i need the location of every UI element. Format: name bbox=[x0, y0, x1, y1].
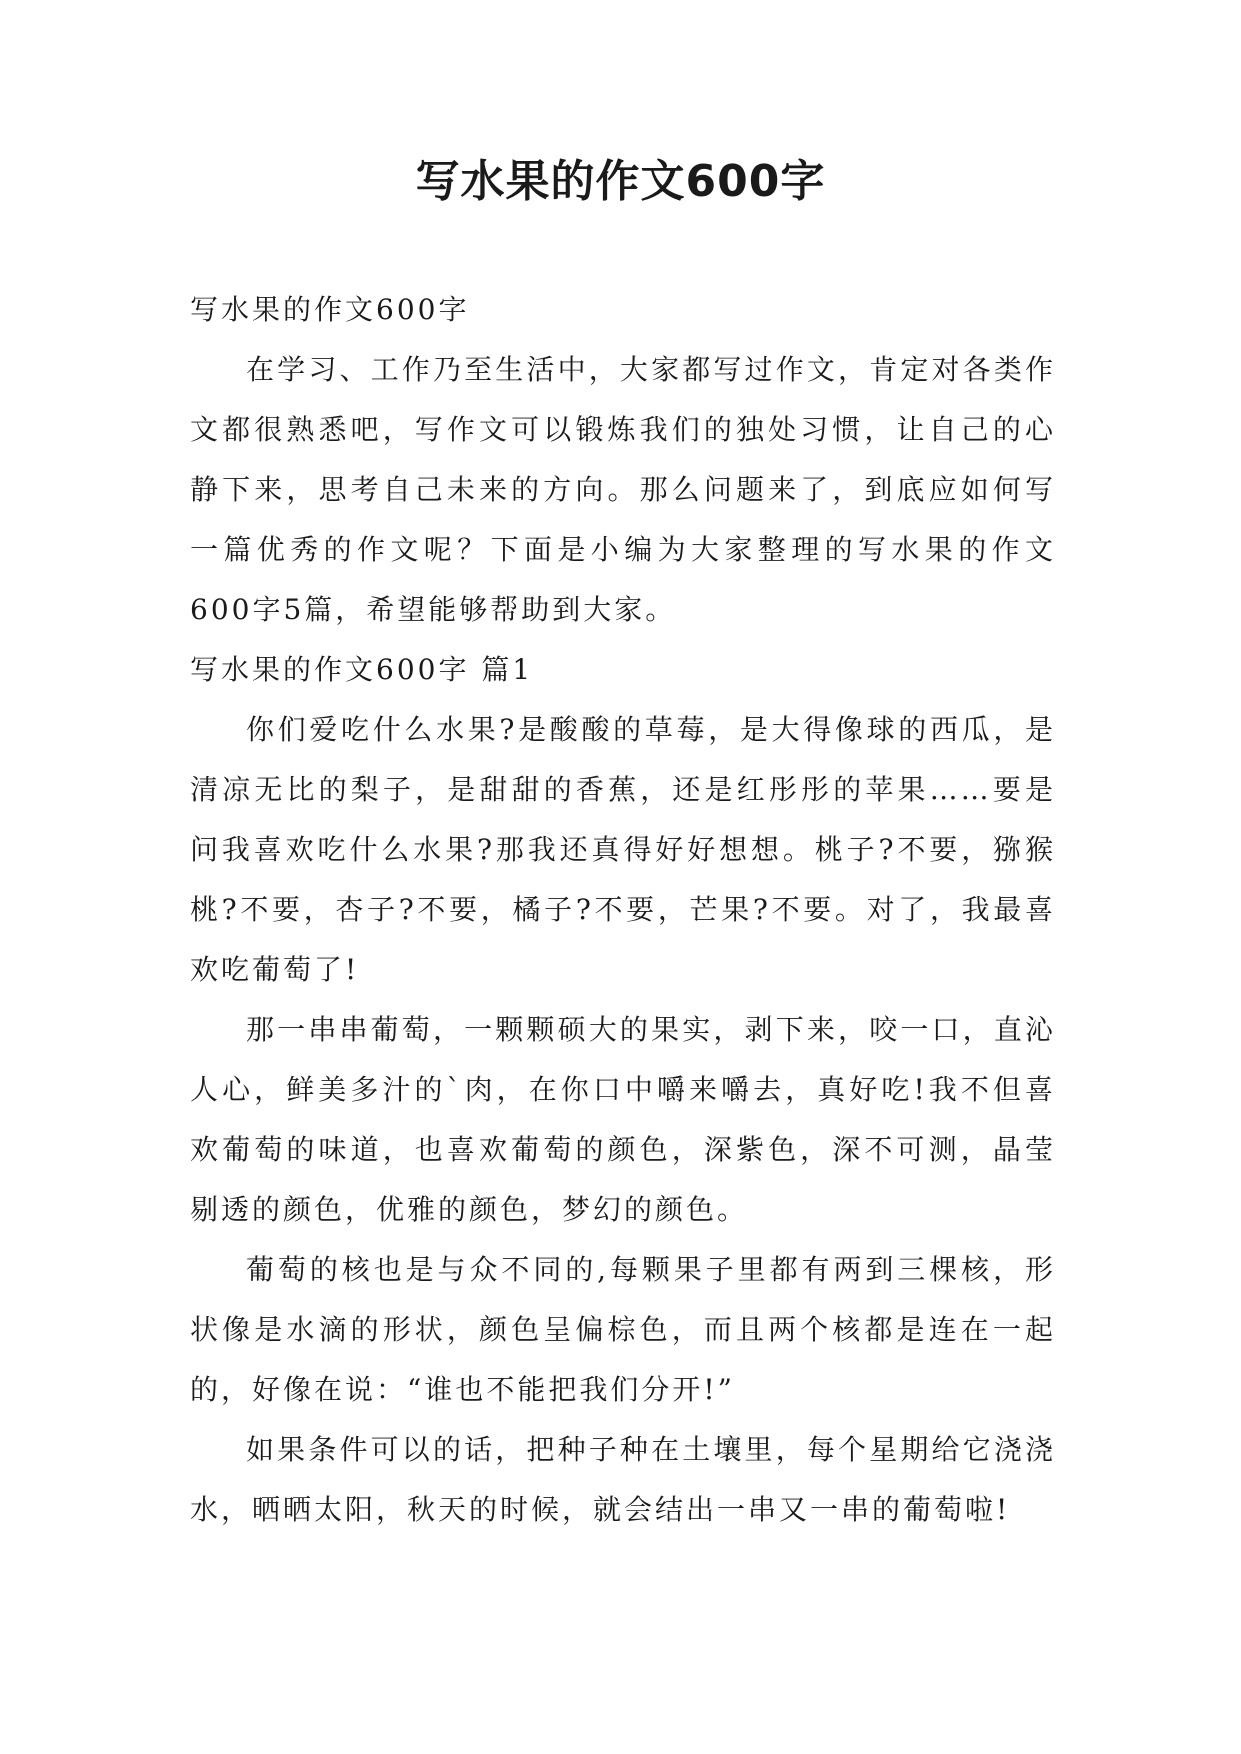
subtitle-line: 写水果的作文600字 bbox=[190, 293, 470, 326]
section-paragraph: 你们爱吃什么水果?是酸酸的草莓，是大得像球的西瓜，是清凉无比的梨子，是甜甜的香蕉，还是红彤彤的苹果……要是问我喜欢吃什么水果?那我还真得好好想想。桃子?不要，猕猴桃?不要，杏子?不要，橘子?不要，芒果?不要。对了，我最喜欢吃葡萄了! bbox=[190, 713, 1056, 986]
section-paragraph: 如果条件可以的话，把种子种在土壤里，每个星期给它浇浇水，晒晒太阳，秋天的时候，就会结出一串又一串的葡萄啦! bbox=[190, 1433, 1056, 1526]
intro-paragraph: 在学习、工作乃至生活中，大家都写过作文，肯定对各类作文都很熟悉吧，写作文可以锻炼我们的独处习惯，让自己的心静下来，思考自己未来的方向。那么问题来了，到底应如何写一篇优秀的作文呢？下面是小编为大家整理的写水果的作文600字5篇，希望能够帮助到大家。 bbox=[190, 353, 1056, 626]
document-title: 写水果的作文600字 bbox=[415, 156, 826, 207]
document-body bbox=[190, 280, 1056, 1540]
section-heading: 写水果的作文600字 篇1 bbox=[190, 653, 534, 686]
section-paragraph: 葡萄的核也是与众不同的,每颗果子里都有两到三棵核，形状像是水滴的形状，颜色呈偏棕色，而且两个核都是连在一起的，好像在说：“谁也不能把我们分开!” bbox=[190, 1253, 1056, 1406]
section-paragraph: 那一串串葡萄，一颗颗硕大的果实，剥下来，咬一口，直沁人心，鲜美多汁的`肉，在你口中嚼来嚼去，真好吃!我不但喜欢葡萄的味道，也喜欢葡萄的颜色，深紫色，深不可测，晶莹剔透的颜色，优雅的颜色，梦幻的颜色。 bbox=[190, 1013, 1056, 1226]
